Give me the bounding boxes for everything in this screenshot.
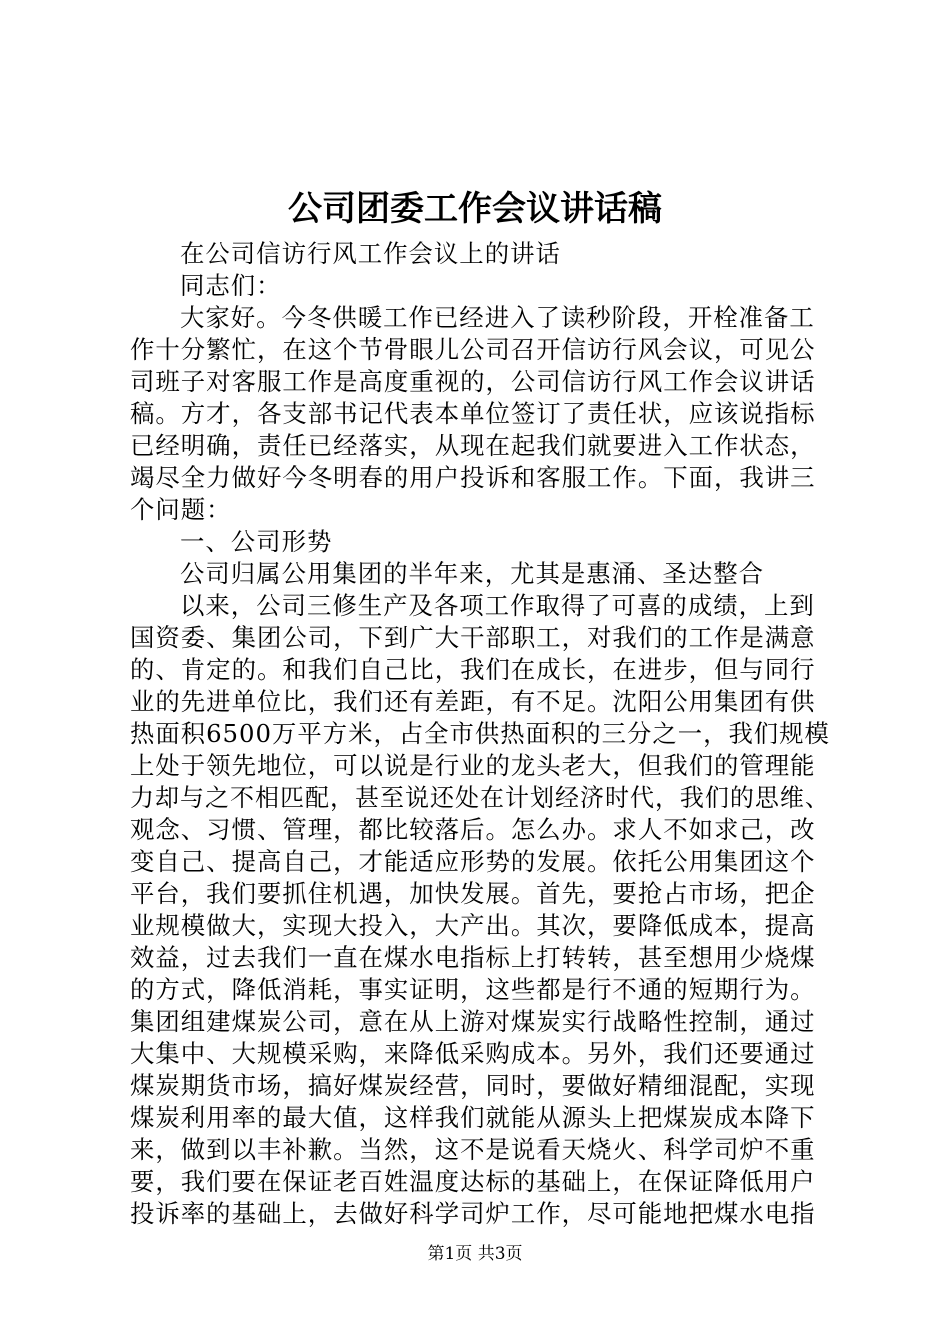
paragraph-line: 司班子对客服工作是高度重视的，公司信访行风工作会议讲话 bbox=[130, 367, 816, 396]
paragraph-line: 要，我们要在保证老百姓温度达标的基础上，在保证降低用户 bbox=[130, 1167, 816, 1196]
paragraph-line: 个问题： bbox=[130, 495, 232, 524]
paragraph-line: 大集中、大规模采购，来降低采购成本。另外，我们还要通过 bbox=[130, 1039, 816, 1068]
paragraph-line: 热面积6500万平方米，占全市供热面积的三分之一，我们规模 bbox=[130, 719, 830, 748]
paragraph-line: 业的先进单位比，我们还有差距，有不足。沈阳公用集团有供 bbox=[130, 687, 816, 716]
paragraph-line: 公司归属公用集团的半年来，尤其是惠涌、圣达整合 bbox=[180, 559, 764, 588]
paragraph-line: 国资委、集团公司，下到广大干部职工，对我们的工作是满意 bbox=[130, 623, 816, 652]
page-number-footer: 第1页 共3页 bbox=[427, 1244, 523, 1264]
paragraph-line: 力却与之不相匹配，甚至说还处在计划经济时代，我们的思维、 bbox=[130, 783, 830, 812]
paragraph-line: 煤炭期货市场，搞好煤炭经营，同时，要做好精细混配，实现 bbox=[130, 1071, 816, 1100]
paragraph-line: 平台，我们要抓住机遇，加快发展。首先，要抢占市场，把企 bbox=[130, 879, 816, 908]
paragraph-line: 的、肯定的。和我们自己比，我们在成长，在进步，但与同行 bbox=[130, 655, 816, 684]
paragraph-line: 变自己、提高自己，才能适应形势的发展。依托公用集团这个 bbox=[130, 847, 816, 876]
paragraph-line: 煤炭利用率的最大值，这样我们就能从源头上把煤炭成本降下 bbox=[130, 1103, 816, 1132]
paragraph-line: 作十分繁忙，在这个节骨眼儿公司召开信访行风会议，可见公 bbox=[130, 335, 816, 364]
subtitle-line: 在公司信访行风工作会议上的讲话 bbox=[180, 239, 561, 268]
paragraph-line: 观念、习惯、管理，都比较落后。怎么办。求人不如求己，改 bbox=[130, 815, 816, 844]
paragraph-line: 上处于领先地位，可以说是行业的龙头老大，但我们的管理能 bbox=[130, 751, 816, 780]
paragraph-line: 效益，过去我们一直在煤水电指标上打转转，甚至想用少烧煤 bbox=[130, 943, 816, 972]
paragraph-line: 来，做到以丰补歉。当然，这不是说看天烧火、科学司炉不重 bbox=[130, 1135, 816, 1164]
paragraph-line: 的方式，降低消耗，事实证明，这些都是行不通的短期行为。 bbox=[130, 975, 816, 1004]
paragraph-line: 业规模做大，实现大投入，大产出。其次，要降低成本，提高 bbox=[130, 911, 816, 940]
paragraph-line: 以来，公司三修生产及各项工作取得了可喜的成绩，上到 bbox=[180, 591, 815, 620]
paragraph-line: 竭尽全力做好今冬明春的用户投诉和客服工作。下面，我讲三 bbox=[130, 463, 816, 492]
paragraph-line: 稿。方才，各支部书记代表本单位签订了责任状，应该说指标 bbox=[130, 399, 816, 428]
paragraph-line: 已经明确，责任已经落实，从现在起我们就要进入工作状态， bbox=[130, 431, 816, 460]
page-title: 公司团委工作会议讲话稿 bbox=[288, 189, 662, 229]
paragraph-line: 大家好。今冬供暖工作已经进入了读秒阶段，开栓准备工 bbox=[180, 303, 815, 332]
paragraph-line: 投诉率的基础上，去做好科学司炉工作，尽可能地把煤水电指 bbox=[130, 1199, 816, 1228]
paragraph-line: 集团组建煤炭公司，意在从上游对煤炭实行战略性控制，通过 bbox=[130, 1007, 816, 1036]
salutation-line: 同志们： bbox=[180, 271, 282, 300]
section-heading: 一、公司形势 bbox=[180, 527, 333, 556]
